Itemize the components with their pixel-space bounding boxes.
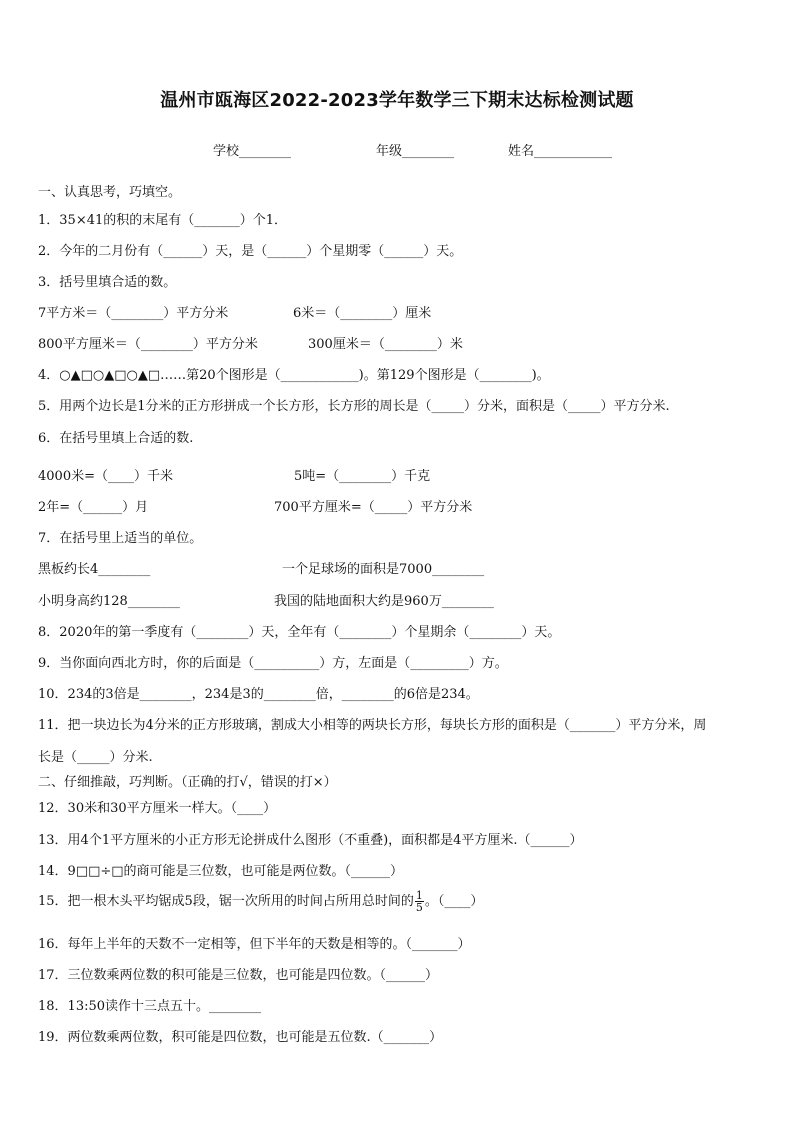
question-12: 12．30米和30平方厘米一样大。（____） [38, 801, 277, 816]
question-14: 14．9□□÷□的商可能是三位数，也可能是两位数。（______） [38, 864, 404, 879]
question-3a: 7平方米＝（________）平方分米 [38, 306, 229, 321]
question-19: 19．两位数乘两位数，积可能是四位数，也可能是五位数.（_______） [38, 1030, 443, 1045]
question-3d: 300厘米＝（________）米 [308, 337, 463, 352]
question-1: 1．35×41的积的末尾有（_______）个1． [38, 213, 288, 228]
name-field: 姓名____________ [508, 144, 613, 159]
question-10: 10．234的3倍是________，234是3的________倍，________的6倍是234。 [38, 687, 479, 702]
question-7b: 一个足球场的面积是7000________ [282, 562, 485, 577]
question-6: 6．在括号里填上合适的数. [38, 431, 194, 446]
question-3b: 6米＝（________）厘米 [293, 306, 432, 321]
question-15 [38, 890, 483, 913]
question-6b: 5吨=（________）千克 [294, 469, 431, 484]
question-18: 18．13:50读作十三点五十。________ [38, 999, 262, 1014]
fraction-numerator: 1 [415, 889, 423, 902]
question-3c: 800平方厘米＝（________）平方分米 [38, 337, 258, 352]
question-4: 4．○▲□○▲□○▲□……第20个图形是（____________)。第129个图形是（________)。 [38, 368, 550, 383]
question-15-answer: 。（____） [424, 894, 484, 909]
school-field: 学校________ [213, 144, 292, 159]
question-3: 3．括号里填合适的数。 [38, 275, 177, 290]
section-1-heading: 一、认真思考，巧填空。 [38, 185, 182, 200]
question-6d: 700平方厘米=（_____）平方分米 [274, 500, 473, 515]
question-7d: 我国的陆地面积大约是960万________ [274, 594, 494, 609]
question-8: 8．2020年的第一季度有（________）天，全年有（________）个星期余（________）天。 [38, 625, 561, 640]
question-9: 9．当你面向西北方时，你的后面是（__________）方，左面是（_________）方。 [38, 656, 508, 671]
question-16: 16．每年上半年的天数不一定相等，但下半年的天数是相等的。（_______） [38, 937, 471, 952]
question-6c: 2年=（______）月 [38, 500, 149, 515]
question-5: 5．用两个边长是1分米的正方形拼成一个长方形，长方形的周长是（_____）分米，面积是（_____）平方分米. [38, 399, 670, 414]
question-2: 2．今年的二月份有（______）天，是（______）个星期零（______）天。 [38, 244, 463, 259]
question-7c: 小明身高约128________ [38, 594, 180, 609]
question-7: 7．在括号里上适当的单位。 [38, 531, 203, 546]
fraction-denominator: 5 [415, 901, 423, 914]
question-11-line-2: 长是（_____）分米. [38, 750, 153, 765]
question-6a: 4000米=（____）千米 [38, 469, 173, 484]
question-17: 17．三位数乘两位数的积可能是三位数，也可能是四位数。（______） [38, 968, 439, 983]
grade-field: 年级________ [376, 144, 455, 159]
section-2-heading: 二、仔细推敲，巧判断。（正确的打√，错误的打×） [38, 775, 337, 790]
question-11-line-1: 11．把一块边长为4分米的正方形玻璃，割成大小相等的两块长方形，每块长方形的面积是（_______）平方分米，周 [38, 718, 707, 733]
question-13: 13．用4个1平方厘米的小正方形无论拼成什么图形（不重叠)，面积都是4平方厘米.（______） [38, 833, 583, 848]
question-7a: 黑板约长4________ [38, 562, 151, 577]
question-15-text: 15．把一根木头平均锯成5段，锯一次所用的时间占所用总时间的 [38, 894, 414, 909]
page-title: 温州市瓯海区2022-2023学年数学三下期末达标检测试题 [160, 90, 634, 111]
fraction-one-fifth [415, 890, 424, 913]
